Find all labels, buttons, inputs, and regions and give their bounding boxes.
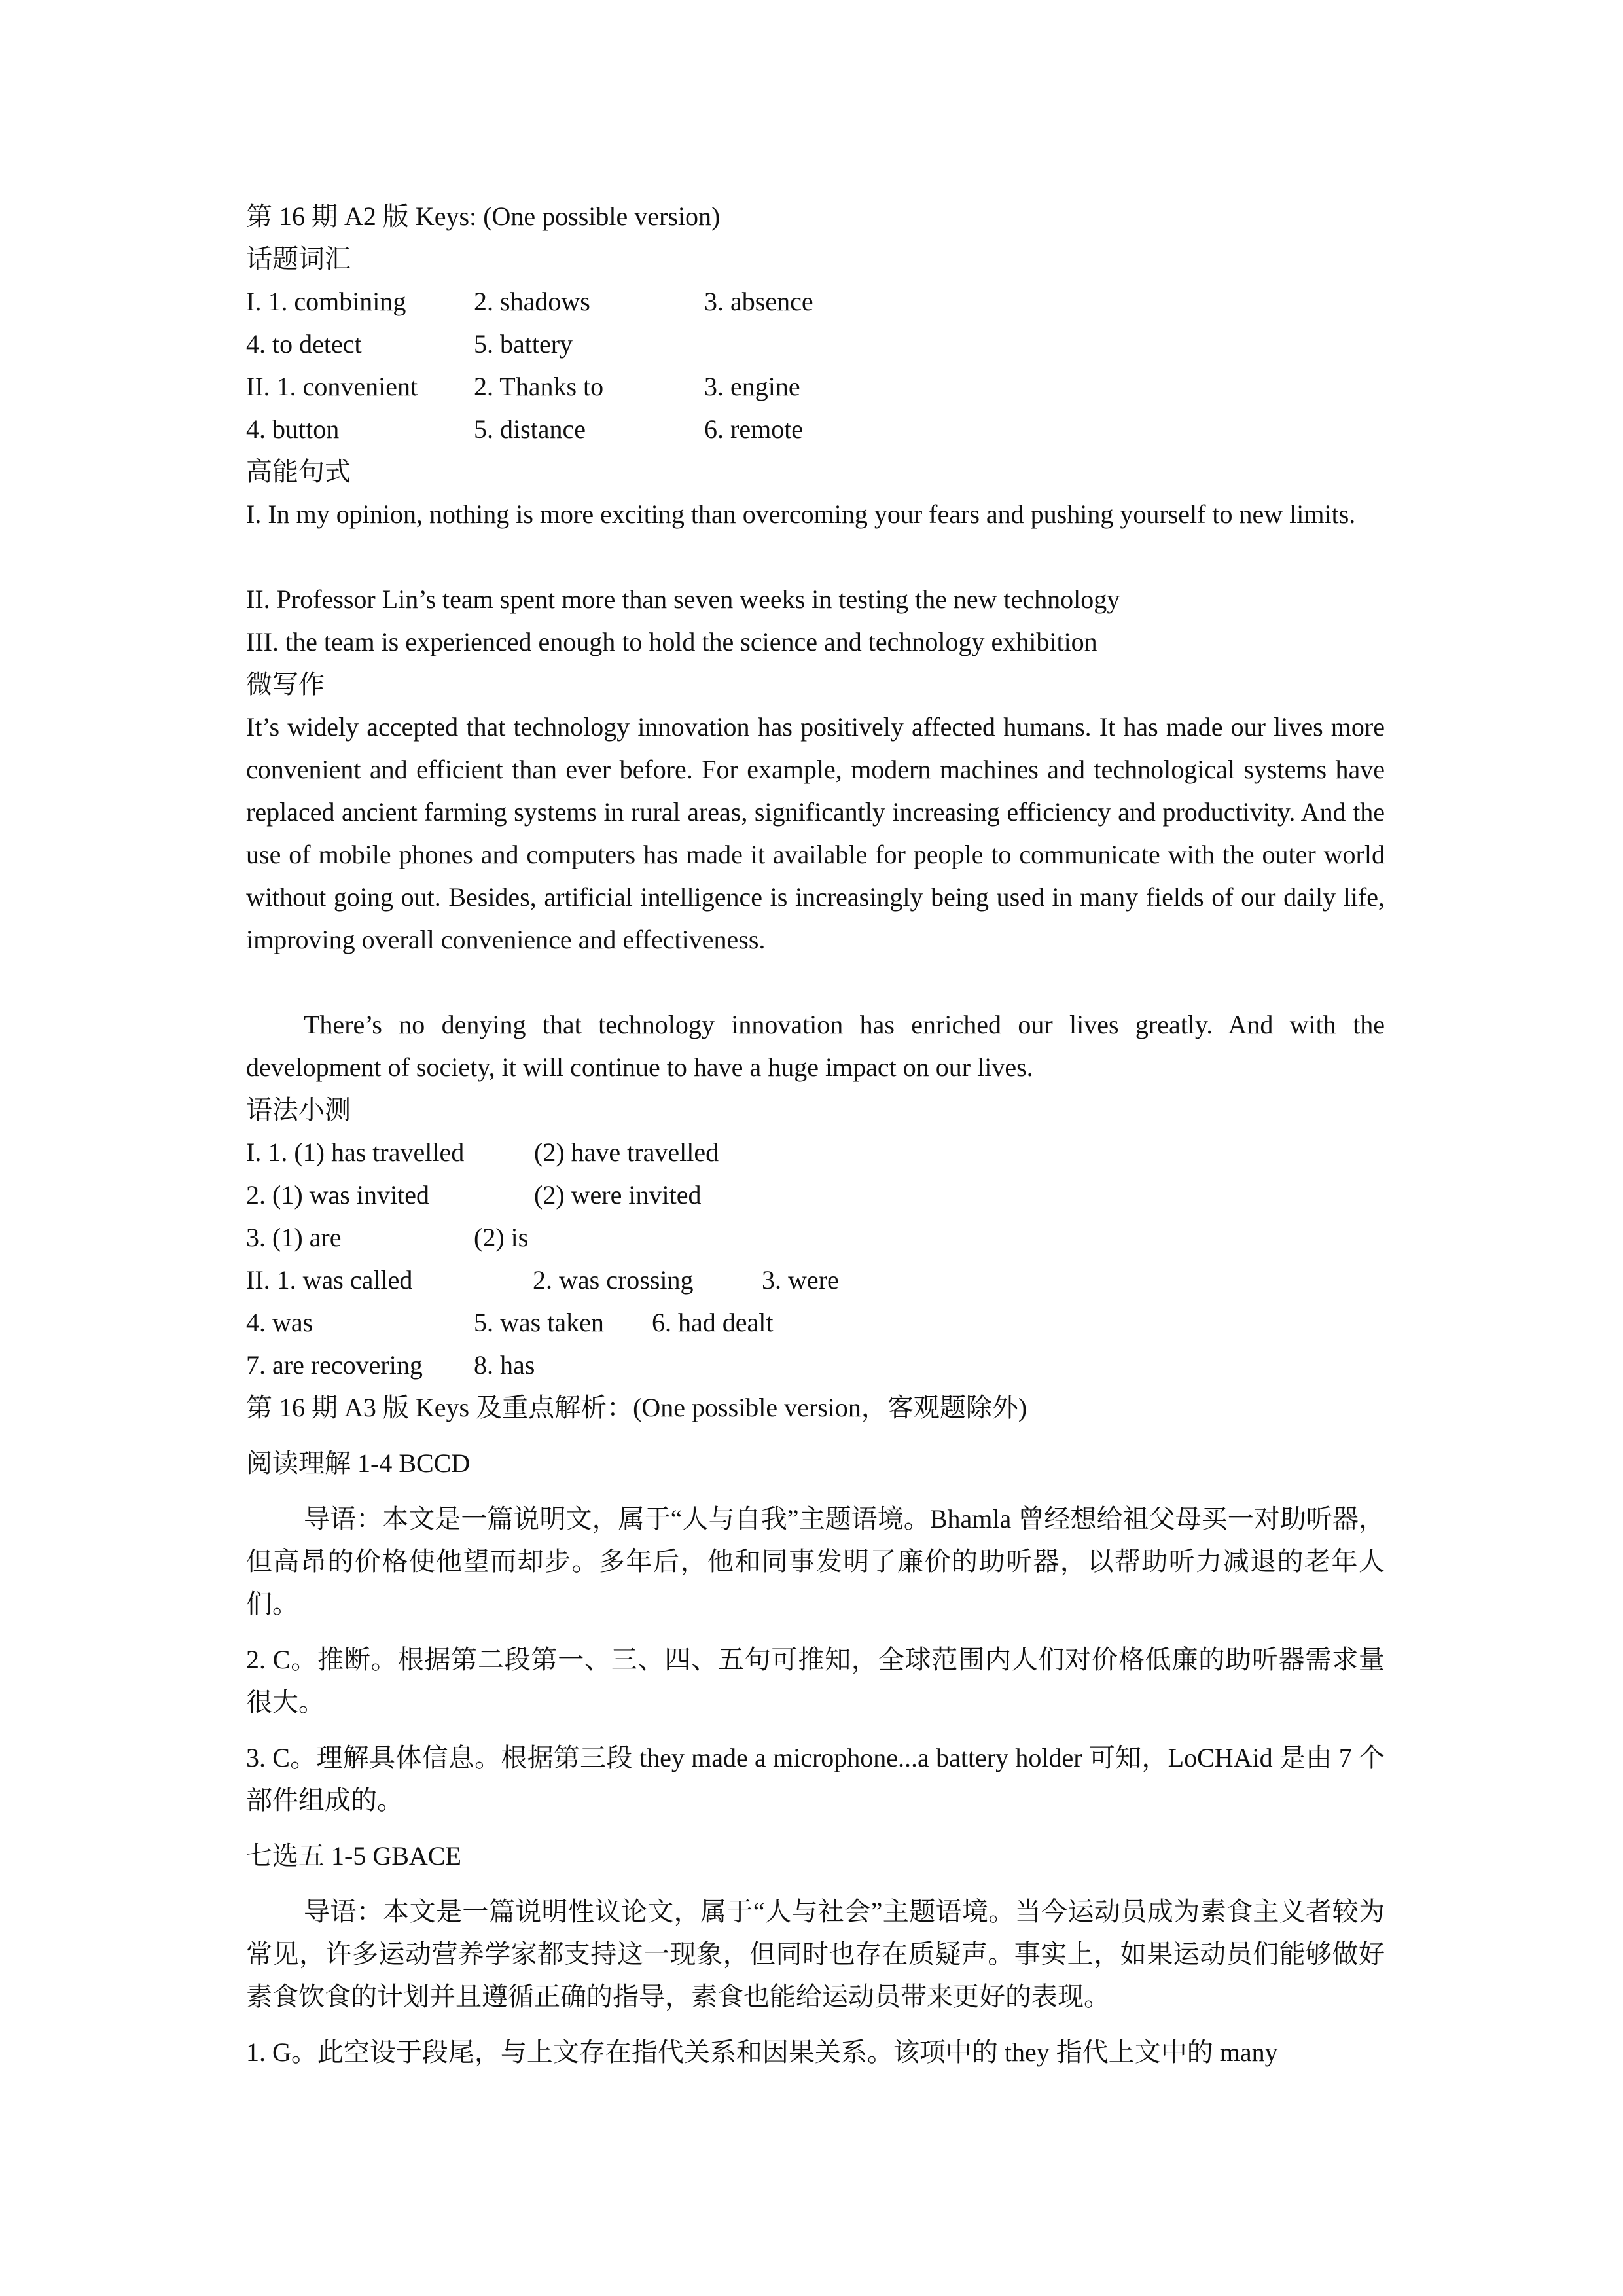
vocab-item: 3. engine	[704, 372, 800, 401]
vocab-title: 话题词汇	[246, 244, 351, 274]
vocab-item: 4. to detect	[246, 329, 362, 359]
a3-heading: 第 16 期 A3 版 Keys 及重点解析：(One possible version，客观题除外)	[246, 1393, 1027, 1422]
writing-title: 微写作	[246, 670, 325, 699]
reading-intro: 导语：本文是一篇说明文，属于“人与自我”主题语境。Bhamla 曾经想给祖父母买一对助听器，但高昂的价格使他望而却步。多年后，他和同事发明了廉价的助听器，以帮助听力减退的老年人们。	[246, 1504, 1385, 1619]
a2-heading: 第 16 期 A2 版 Keys: (One possible version)	[246, 202, 721, 231]
seven-intro: 导语：本文是一篇说明性议论文，属于“人与社会”主题语境。当今运动员成为素食主义者较为常见，许多运动营养学家都支持这一现象，但同时也存在质疑声。事实上，如果运动员们能够做好素食饮食的计划并且遵循正确的指导，素食也能给运动员带来更好的表现。	[246, 1897, 1385, 2011]
sentence-item: II. Professor Lin’s team spent more than seven weeks in testing the new technology	[246, 584, 1120, 614]
sentence-title: 高能句式	[246, 457, 351, 486]
sentence-item: I. In my opinion, nothing is more exciting than overcoming your fears and pushing yourself to new limits.	[246, 499, 1356, 529]
vocab-item: 4. button	[246, 414, 340, 444]
reading-title: 阅读理解 1-4 BCCD	[246, 1448, 471, 1478]
sentence-item: III. the team is experienced enough to hold the science and technology exhibition	[246, 627, 1097, 656]
vocab-item: 3. absence	[704, 287, 813, 316]
reading-answer-3: 3. C。理解具体信息。根据第三段 they made a microphone...a battery holder 可知，LoCHAid 是由 7 个部件组成的。	[246, 1743, 1385, 1815]
vocab-item: 6. remote	[704, 414, 804, 444]
grammar-item: 6. had dealt	[652, 1308, 774, 1337]
grammar-item: 3. (1) are	[246, 1223, 342, 1252]
seven-answer-1: 1. G。此空设于段尾，与上文存在指代关系和因果关系。该项中的 they 指代上文中的 many	[246, 2037, 1278, 2067]
grammar-item: (2) have travelled	[534, 1138, 719, 1167]
grammar-item: II. 1. was called	[246, 1265, 413, 1295]
grammar-item: 4. was	[246, 1308, 313, 1337]
writing-paragraph: It’s widely accepted that technology innovation has positively affected humans. It has made our lives more convenient and efficient than ever before. For example, modern machines and technological systems have replaced ancient farming systems in rural areas, significantly increasing efficiency and productivity. And the use of mobile phones and computers has made it available for people to communicate with the outer world without going out. Besides, artificial intelligence is increasingly being used in many fields of our daily life, improving overall convenience and effectiveness.	[246, 712, 1385, 954]
grammar-item: 2. was crossing	[533, 1265, 694, 1295]
grammar-title: 语法小测	[246, 1095, 351, 1124]
grammar-item: 7. are recovering	[246, 1350, 423, 1380]
grammar-item: 8. has	[474, 1350, 535, 1380]
grammar-item: I. 1. (1) has travelled	[246, 1138, 465, 1167]
vocab-item: II. 1. convenient	[246, 372, 418, 401]
grammar-item: (2) is	[474, 1223, 529, 1252]
grammar-item: 2. (1) was invited	[246, 1180, 429, 1210]
vocab-item: 2. Thanks to	[474, 372, 604, 401]
vocab-item: 5. battery	[474, 329, 573, 359]
reading-answer-2: 2. C。推断。根据第二段第一、三、四、五句可推知，全球范围内人们对价格低廉的助听器需求量很大。	[246, 1645, 1385, 1717]
grammar-item: 3. were	[762, 1265, 839, 1295]
grammar-item: 5. was taken	[474, 1308, 604, 1337]
vocab-item: 5. distance	[474, 414, 586, 444]
vocab-item: I. 1. combining	[246, 287, 406, 316]
vocab-item: 2. shadows	[474, 287, 590, 316]
seven-title: 七选五 1-5 GBACE	[246, 1841, 461, 1871]
writing-paragraph: There’s no denying that technology innovation has enriched our lives greatly. And with the development of society, it will continue to have a huge impact on our lives.	[246, 1010, 1385, 1082]
grammar-item: (2) were invited	[534, 1180, 702, 1210]
